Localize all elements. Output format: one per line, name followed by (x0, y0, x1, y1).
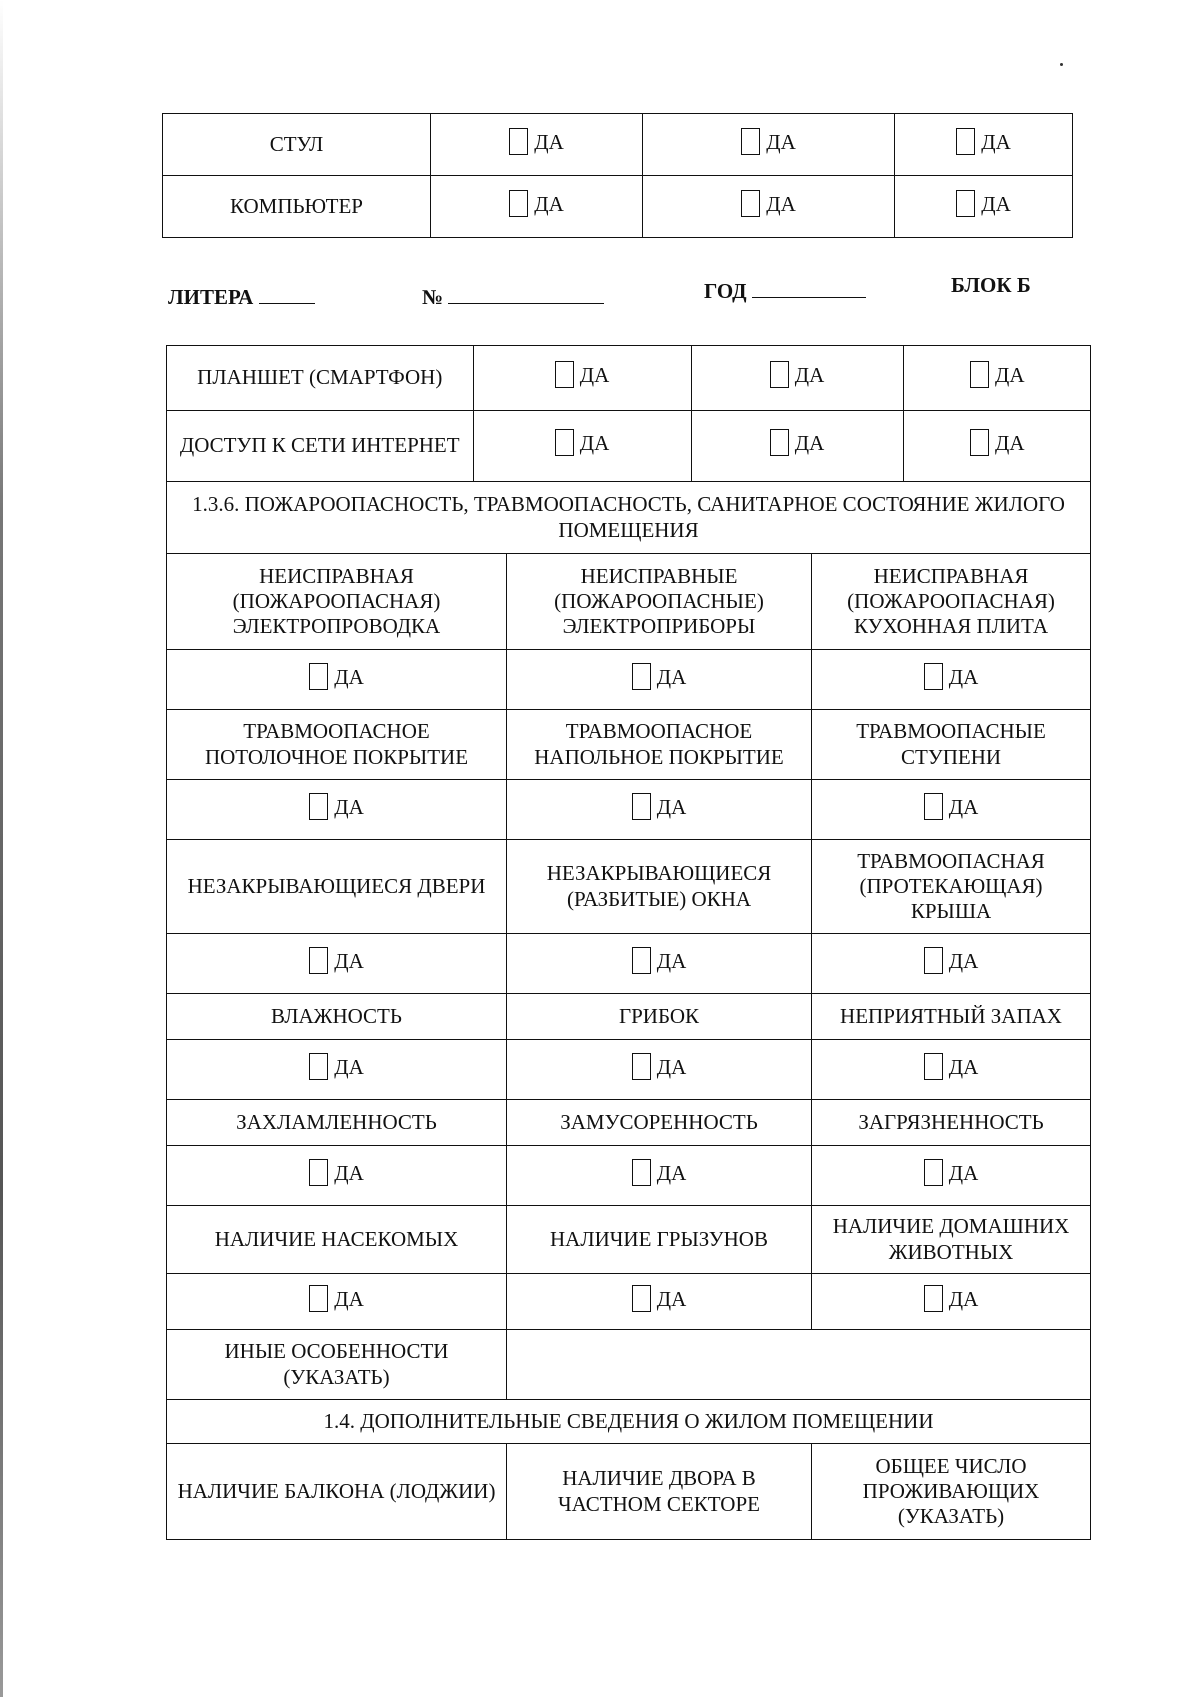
checkbox-yes-label: ДА (534, 191, 564, 216)
answer-cell (167, 934, 507, 994)
yes-option (632, 793, 687, 820)
checkbox-yes-label: ДА (656, 948, 687, 973)
hazard-label: НЕЗАКРЫВАЮЩИЕСЯ (РАЗБИТЫЕ) ОКНА (507, 840, 812, 934)
yes-option (509, 128, 564, 155)
answer-cell (812, 1274, 1091, 1330)
hazard-label: НЕЗАКРЫВАЮЩИЕСЯ ДВЕРИ (167, 840, 507, 934)
yes-option (555, 429, 610, 456)
checkbox-yes-label: ДА (948, 948, 979, 973)
answer-cell (167, 650, 507, 710)
litera-field (168, 285, 315, 310)
checkbox-yes-label: ДА (794, 363, 825, 388)
checkbox-yes-label: ДА (656, 664, 687, 689)
yes-option (970, 361, 1025, 388)
hazard-label: НАЛИЧИЕ НАСЕКОМЫХ (167, 1206, 507, 1274)
answer-cell (812, 1040, 1091, 1100)
other-features-input[interactable] (507, 1330, 1091, 1400)
equipment-label: СТУЛ (163, 114, 431, 176)
answer-cell (643, 176, 895, 238)
hazard-label-row (167, 1206, 1091, 1274)
hazard-label-row (167, 554, 1091, 650)
yes-option (309, 1053, 364, 1080)
yes-option (309, 663, 364, 690)
hazard-label: ГРИБОК (507, 994, 812, 1040)
number-label: № (422, 285, 444, 309)
checkbox-yes-label: ДА (995, 363, 1025, 388)
equipment-row (163, 114, 1073, 176)
other-features-row (167, 1330, 1091, 1400)
checkbox-yes-label: ДА (334, 948, 364, 973)
checkbox-yes-label: ДА (334, 1054, 364, 1079)
checkbox-yes-label: ДА (948, 794, 979, 819)
year-label: ГОД (704, 279, 747, 303)
hazard-label: НАЛИЧИЕ ГРЫЗУНОВ (507, 1206, 812, 1274)
checkbox-yes-label: ДА (334, 1160, 364, 1185)
yes-checkbox[interactable] (309, 1159, 328, 1186)
section-header-row (167, 1400, 1091, 1444)
checkbox-yes-label: ДА (579, 431, 610, 456)
device-row-cell (167, 346, 1091, 411)
answer-cell (167, 780, 507, 840)
answer-cell (473, 346, 691, 410)
section-136-header: 1.3.6. ПОЖАРООПАСНОСТЬ, ТРАВМООПАСНОСТЬ, САНИТАРНОЕ СОСТОЯНИЕ ЖИЛОГО ПОМЕЩЕНИЯ (167, 482, 1091, 554)
checkbox-yes-label: ДА (656, 1286, 687, 1311)
yes-checkbox[interactable] (632, 947, 651, 974)
device-row-cell (167, 411, 1091, 482)
checkbox-yes-label: ДА (948, 1286, 979, 1311)
answer-cell (473, 411, 691, 481)
yes-option (924, 663, 979, 690)
block-label: БЛОК Б (951, 273, 1031, 297)
yes-checkbox[interactable] (309, 1053, 328, 1080)
additional-info-row (167, 1444, 1091, 1540)
hazard-answer-row (167, 780, 1091, 840)
yes-option (924, 947, 979, 974)
yes-checkbox[interactable] (970, 361, 989, 388)
answer-cell (167, 1274, 507, 1330)
yes-checkbox[interactable] (741, 128, 760, 155)
number-blank[interactable] (448, 303, 604, 304)
hazard-label: НЕИСПРАВНАЯ (ПОЖАРООПАСНАЯ) ЭЛЕКТРОПРОВОДКА (167, 554, 507, 650)
hazard-label-row (167, 710, 1091, 780)
yes-option (924, 1159, 979, 1186)
hazard-label: НАЛИЧИЕ ДОМАШНИХ ЖИВОТНЫХ (812, 1206, 1091, 1274)
yes-checkbox[interactable] (924, 1285, 943, 1312)
checkbox-yes-label: ДА (794, 431, 825, 456)
answer-cell (691, 411, 903, 481)
yes-checkbox[interactable] (924, 793, 943, 820)
answer-cell (507, 934, 812, 994)
checkbox-yes-label: ДА (948, 664, 979, 689)
yes-checkbox[interactable] (309, 947, 328, 974)
hazard-label: ТРАВМООПАСНЫЕ СТУПЕНИ (812, 710, 1091, 780)
yes-option (632, 1285, 687, 1312)
yes-checkbox[interactable] (555, 429, 574, 456)
hazard-label: ТРАВМООПАСНОЕ ПОТОЛОЧНОЕ ПОКРЫТИЕ (167, 710, 507, 780)
year-field (704, 279, 866, 304)
yes-option (309, 1159, 364, 1186)
device-inner-table (167, 346, 1091, 410)
yes-option (770, 361, 825, 388)
hazard-label-row (167, 840, 1091, 934)
yes-checkbox[interactable] (970, 429, 989, 456)
yes-checkbox[interactable] (956, 128, 975, 155)
yes-checkbox[interactable] (632, 663, 651, 690)
yes-option (632, 947, 687, 974)
equipment-table-1 (162, 113, 1073, 238)
yes-checkbox[interactable] (770, 429, 789, 456)
answer-cell (812, 650, 1091, 710)
hazard-label-row (167, 994, 1091, 1040)
yes-checkbox[interactable] (770, 361, 789, 388)
yes-option (741, 128, 796, 155)
yes-option (924, 1053, 979, 1080)
yes-option (970, 429, 1025, 456)
answer-cell (507, 1146, 812, 1206)
device-label: ПЛАНШЕТ (СМАРТФОН) (167, 346, 473, 410)
hazard-answer-row (167, 934, 1091, 994)
yes-checkbox[interactable] (509, 190, 528, 217)
answer-cell (691, 346, 903, 410)
yes-checkbox[interactable] (924, 1053, 943, 1080)
device-row (167, 411, 1091, 482)
number-field (422, 285, 604, 310)
checkbox-yes-label: ДА (981, 129, 1011, 154)
other-features-label: ИНЫЕ ОСОБЕННОСТИ (УКАЗАТЬ) (167, 1330, 507, 1400)
answer-cell (895, 114, 1073, 176)
hazard-label: ТРАВМООПАСНОЕ НАПОЛЬНОЕ ПОКРЫТИЕ (507, 710, 812, 780)
hazard-answer-row (167, 1274, 1091, 1330)
yes-checkbox[interactable] (924, 1159, 943, 1186)
year-blank[interactable] (752, 297, 866, 298)
yes-checkbox[interactable] (632, 1053, 651, 1080)
yes-checkbox[interactable] (509, 128, 528, 155)
answer-cell (507, 650, 812, 710)
equipment-label: КОМПЬЮТЕР (163, 176, 431, 238)
hazard-label: НЕИСПРАВНЫЕ (ПОЖАРООПАСНЫЕ) ЭЛЕКТРОПРИБОРЫ (507, 554, 812, 650)
device-label: ДОСТУП К СЕТИ ИНТЕРНЕТ (167, 411, 473, 481)
yes-option (509, 190, 564, 217)
yes-checkbox[interactable] (924, 947, 943, 974)
yes-option (309, 947, 364, 974)
yes-checkbox[interactable] (632, 793, 651, 820)
answer-cell (507, 780, 812, 840)
yes-checkbox[interactable] (309, 1285, 328, 1312)
answer-cell (167, 1040, 507, 1100)
yes-option (924, 793, 979, 820)
yes-option (632, 1053, 687, 1080)
hazard-label: НЕПРИЯТНЫЙ ЗАПАХ (812, 994, 1091, 1040)
checkbox-yes-label: ДА (948, 1054, 979, 1079)
yes-checkbox[interactable] (632, 1285, 651, 1312)
additional-info-label: НАЛИЧИЕ БАЛКОНА (ЛОДЖИИ) (167, 1444, 507, 1540)
answer-cell (431, 176, 643, 238)
section-header-row (167, 482, 1091, 554)
checkbox-yes-label: ДА (656, 1054, 687, 1079)
answer-cell (431, 114, 643, 176)
checkbox-yes-label: ДА (995, 431, 1025, 456)
checkbox-yes-label: ДА (334, 664, 364, 689)
yes-option (770, 429, 825, 456)
yes-checkbox[interactable] (956, 190, 975, 217)
device-row (167, 346, 1091, 411)
checkbox-yes-label: ДА (766, 129, 796, 154)
yes-option (309, 1285, 364, 1312)
device-inner-table (167, 411, 1091, 481)
hazard-label: ЗАГРЯЗНЕННОСТЬ (812, 1100, 1091, 1146)
equipment-row (163, 176, 1073, 238)
scan-edge (0, 0, 3, 1697)
yes-option (924, 1285, 979, 1312)
yes-option (632, 663, 687, 690)
checkbox-yes-label: ДА (981, 191, 1011, 216)
checkbox-yes-label: ДА (948, 1160, 979, 1185)
hazard-label-row (167, 1100, 1091, 1146)
hazard-answer-row (167, 1146, 1091, 1206)
answer-cell (507, 1040, 812, 1100)
hazard-label: ТРАВМООПАСНАЯ (ПРОТЕКАЮЩАЯ) КРЫША (812, 840, 1091, 934)
section-14-header: 1.4. ДОПОЛНИТЕЛЬНЫЕ СВЕДЕНИЯ О ЖИЛОМ ПОМЕЩЕНИИ (167, 1400, 1091, 1444)
hazard-answer-row (167, 650, 1091, 710)
checkbox-yes-label: ДА (334, 1286, 364, 1311)
hazard-label: ВЛАЖНОСТЬ (167, 994, 507, 1040)
checkbox-yes-label: ДА (656, 794, 687, 819)
yes-option (555, 361, 610, 388)
additional-info-label: ОБЩЕЕ ЧИСЛО ПРОЖИВАЮЩИХ (УКАЗАТЬ) (812, 1444, 1091, 1540)
checkbox-yes-label: ДА (334, 794, 364, 819)
yes-checkbox[interactable] (555, 361, 574, 388)
form-meta-line (168, 273, 1038, 325)
hazard-label: ЗАМУСОРЕННОСТЬ (507, 1100, 812, 1146)
hazard-answer-row (167, 1040, 1091, 1100)
scan-dot (1060, 63, 1063, 66)
yes-checkbox[interactable] (309, 793, 328, 820)
yes-checkbox[interactable] (924, 663, 943, 690)
answer-cell (812, 934, 1091, 994)
additional-info-label: НАЛИЧИЕ ДВОРА В ЧАСТНОМ СЕКТОРЕ (507, 1444, 812, 1540)
yes-option (309, 793, 364, 820)
checkbox-yes-label: ДА (534, 129, 564, 154)
answer-cell (895, 176, 1073, 238)
yes-option (632, 1159, 687, 1186)
litera-label: ЛИТЕРА (168, 285, 254, 309)
yes-option (956, 190, 1011, 217)
hazard-label: НЕИСПРАВНАЯ (ПОЖАРООПАСНАЯ) КУХОННАЯ ПЛИТА (812, 554, 1091, 650)
answer-cell (167, 1146, 507, 1206)
answer-cell (812, 1146, 1091, 1206)
inspection-table (166, 345, 1091, 1540)
answer-cell (903, 346, 1091, 410)
yes-checkbox[interactable] (741, 190, 760, 217)
answer-cell (643, 114, 895, 176)
answer-cell (812, 780, 1091, 840)
checkbox-yes-label: ДА (656, 1160, 687, 1185)
answer-cell (903, 411, 1091, 481)
checkbox-yes-label: ДА (766, 191, 796, 216)
answer-cell (507, 1274, 812, 1330)
yes-checkbox[interactable] (632, 1159, 651, 1186)
yes-option (956, 128, 1011, 155)
litera-blank[interactable] (259, 303, 315, 304)
yes-checkbox[interactable] (309, 663, 328, 690)
yes-option (741, 190, 796, 217)
hazard-label: ЗАХЛАМЛЕННОСТЬ (167, 1100, 507, 1146)
checkbox-yes-label: ДА (579, 363, 610, 388)
